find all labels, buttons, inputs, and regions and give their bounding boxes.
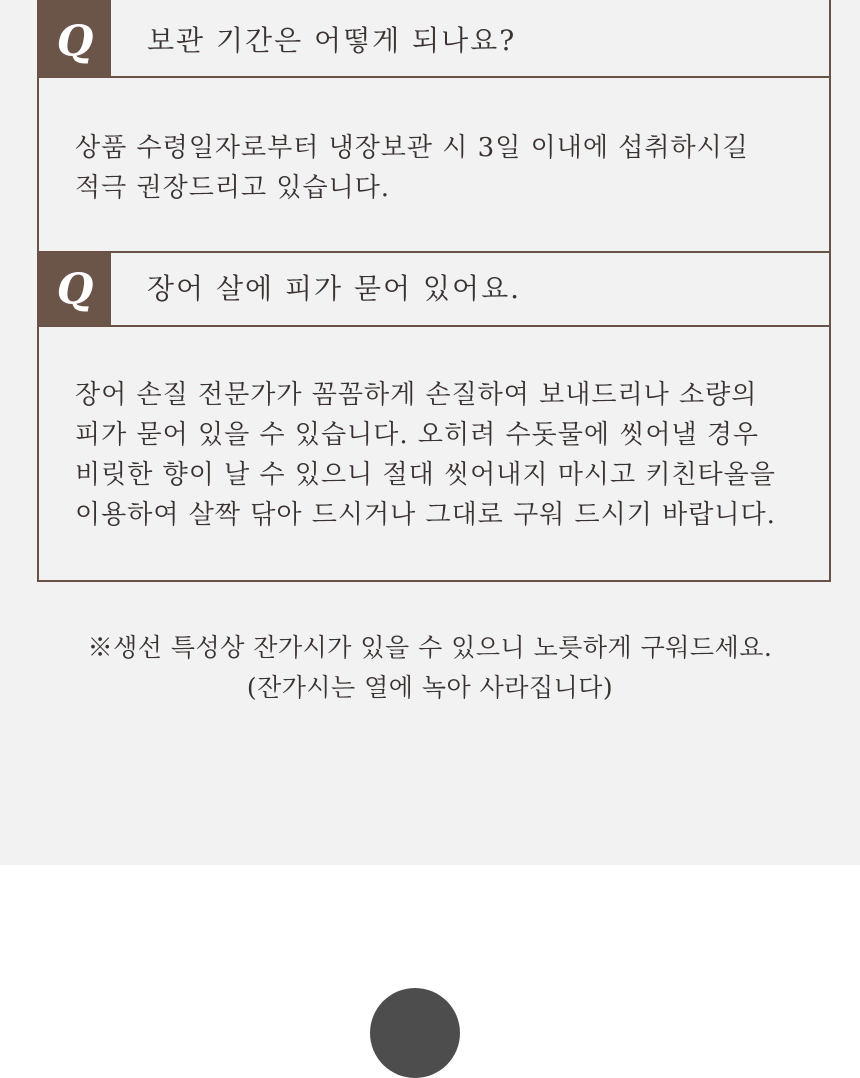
faq-answer-text	[39, 327, 829, 535]
faq-answer-line: 장어 손질 전문가가 꼼꼼하게 손질하여 보내드리나 소량의	[75, 380, 758, 410]
faq-question-row	[39, 0, 829, 78]
faq-item-blood	[37, 251, 831, 582]
faq-question-text: 장어 살에 피가 묻어 있어요.	[147, 272, 522, 305]
faq-answer-line: 적극 권장드리고 있습니다.	[75, 173, 391, 203]
faq-question-text: 보관 기간은 어떻게 되나요?	[147, 24, 517, 57]
faq-answer-line: 피가 묻어 있을 수 있습니다. 오히려 수돗물에 씻어낼 경우	[75, 420, 760, 450]
q-badge-icon: Q	[39, 253, 111, 325]
faq-item-storage	[37, 0, 831, 253]
faq-answer-line: 상품 수령일자로부터 냉장보관 시 3일 이내에 섭취하시길	[75, 133, 749, 163]
faq-answer-line: 비릿한 향이 날 수 있으니 절대 씻어내지 마시고 키친타올을	[75, 460, 776, 490]
q-badge-icon: Q	[39, 0, 111, 76]
faq-answer-text	[39, 78, 829, 208]
faq-question-row	[39, 253, 829, 327]
note-line: ※생선 특성상 잔가시가 있을 수 있으니 노릇하게 구워드세요.	[87, 633, 773, 662]
fishbone-note	[0, 628, 860, 708]
faq-answer-line: 이용하여 살짝 닦아 드시거나 그대로 구워 드시기 바랍니다.	[75, 500, 776, 530]
scroll-top-circle-icon[interactable]	[370, 988, 460, 1078]
note-line: (잔가시는 열에 녹아 사라집니다)	[246, 673, 614, 702]
